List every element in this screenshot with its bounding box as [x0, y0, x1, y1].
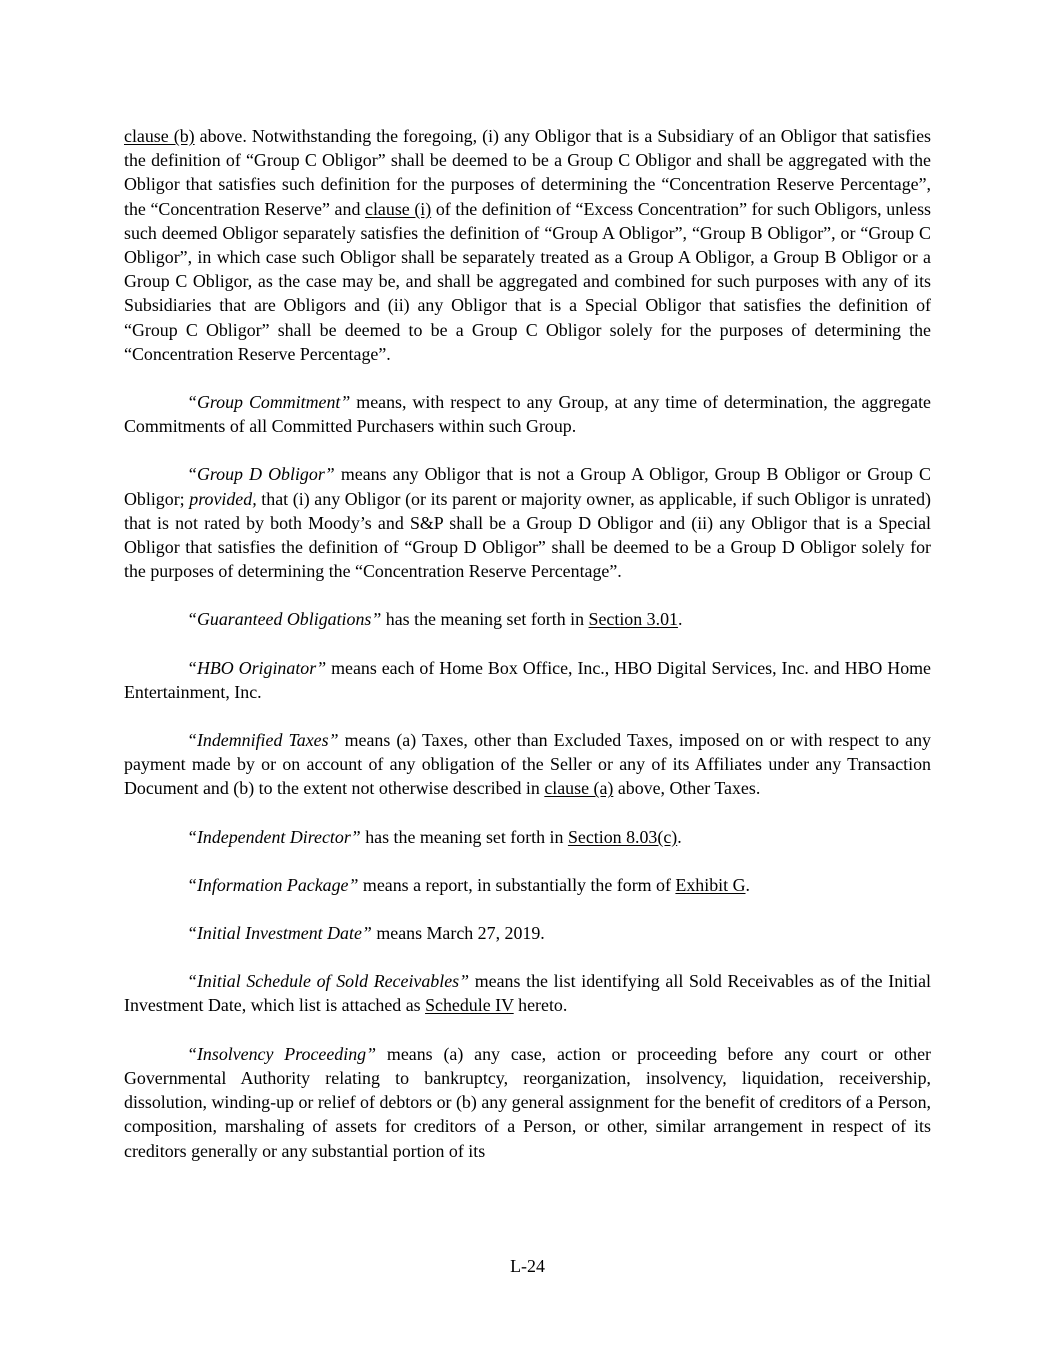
defined-term: “Group D Obligor”: [187, 464, 335, 485]
definition-information-package: [124, 873, 931, 897]
definition-hbo-originator: [124, 656, 931, 704]
paragraph-continuation: [124, 124, 931, 366]
defined-term: “Independent Director”: [187, 826, 361, 847]
definition-text: means (a) Taxes, other than Excluded Taxes, imposed on or with respect to any payment made by or on account of any obligation of the Seller or any of its Affiliates under any Transaction Document and (b) to the extent not otherwise described in: [124, 730, 931, 799]
definition-indemnified-taxes: [124, 728, 931, 801]
paragraph-text: of the definition of “Excess Concentration” for such Obligors, unless such deemed Obligor separately satisfies the definition of “Group A Obligor”, “Group B Obligor”, or “Group C Obligor”, in which case such Obligor shall be separately treated as a Group A Obligor, a Group B Obligor or a Group C Obligor, as the case may be, and shall be aggregated and combined for such purposes with any of its Subsidiaries that are Obligors and (ii) any Obligor that is a Special Obligor that satisfies the definition of “Group C Obligor” shall be deemed to be a Group C Obligor solely for the purposes of determining the “Concentration Reserve Percentage”.: [124, 198, 931, 364]
defined-term: “HBO Originator”: [187, 657, 327, 678]
section-reference: Section 3.01: [588, 609, 678, 630]
definition-text: .: [677, 609, 683, 630]
definition-text: has the meaning set forth in: [381, 609, 589, 630]
definition-text: means, with respect to any Group, at any time of determination, the aggregate Commitments of all Committed Purchasers within such Group.: [124, 392, 931, 437]
definition-text: hereto.: [513, 995, 568, 1016]
definition-initial-investment-date: [124, 921, 931, 945]
clause-reference: clause (a): [544, 778, 614, 799]
definition-text: above, Other Taxes.: [613, 778, 761, 799]
definition-text: means any Obligor that is not a Group A Obligor, Group B Obligor or Group C Obligor;: [124, 464, 931, 509]
definition-text: that (i) any Obligor (or its parent or majority owner, as applicable, if such Obligor is unrated) that is not rated by both Moody’s and S&P shall be a Group D Obligor and (ii) any Obligor that is a Special Obligor that satisfies the definition of “Group D Obligor” shall be deemed to be a Group D Obligor solely for the purposes of determining the “Concentration Reserve Percentage”.: [124, 488, 931, 582]
definition-insolvency-proceeding: [124, 1042, 931, 1163]
defined-term: “Group Commitment”: [187, 392, 351, 413]
definition-group-d-obligor: [124, 462, 931, 583]
section-reference: Section 8.03(c): [567, 826, 678, 847]
defined-term: “Initial Investment Date”: [187, 923, 372, 944]
definition-group-commitment: [124, 390, 931, 438]
definition-independent-director: [124, 825, 931, 849]
page-number: L-24: [510, 1256, 545, 1276]
defined-term: “Guaranteed Obligations”: [187, 609, 382, 630]
paragraph-text: above. Notwithstanding the foregoing, (i) any Obligor that is a Subsidiary of an Obligor that satisfies the definition of “Group C Obligor” shall be deemed to be a Group C Obligor and shall be aggregated with the Obligor that satisfies such definition for the purposes of determining the “Concentration Reserve Percentage”, the “Concentration Reserve” and: [124, 126, 931, 219]
exhibit-reference: Exhibit G: [675, 874, 746, 895]
definition-text: .: [745, 874, 750, 895]
definition-text: has the meaning set forth in: [360, 826, 568, 847]
defined-term: “Indemnified Taxes”: [187, 730, 339, 751]
defined-term: “Initial Schedule of Sold Receivables”: [187, 971, 470, 992]
definition-text: means each of Home Box Office, Inc., HBO Digital Services, Inc. and HBO Home Entertainment, Inc.: [124, 657, 931, 702]
definition-guaranteed-obligations: [124, 607, 931, 631]
clause-reference: clause (b): [124, 126, 195, 146]
schedule-reference: Schedule IV: [425, 995, 514, 1016]
definition-text: means the list identifying all Sold Receivables as of the Initial Investment Date, which list is attached as: [124, 971, 932, 1016]
defined-term: “Information Package”: [187, 874, 359, 895]
proviso-italic: provided,: [189, 488, 257, 509]
definition-text: means (a) any case, action or proceeding before any court or other Governmental Authority relating to bankruptcy, reorganization, insolvency, liquidation, receivership, dissolution, winding-up or relief of debtors or (b) any general assignment for the benefit of creditors of a Person, composition, marshaling of assets for creditors of a Person, or other, similar arrangement in respect of its creditors generally or any substantial portion of its: [124, 1043, 931, 1161]
definition-text: means March 27, 2019.: [371, 923, 545, 944]
defined-term: “Insolvency Proceeding”: [187, 1043, 377, 1064]
definition-initial-schedule: [124, 969, 931, 1017]
definition-text: means a report, in substantially the form of: [358, 874, 676, 895]
clause-reference: clause (i): [365, 198, 432, 219]
definition-text: .: [677, 826, 682, 847]
